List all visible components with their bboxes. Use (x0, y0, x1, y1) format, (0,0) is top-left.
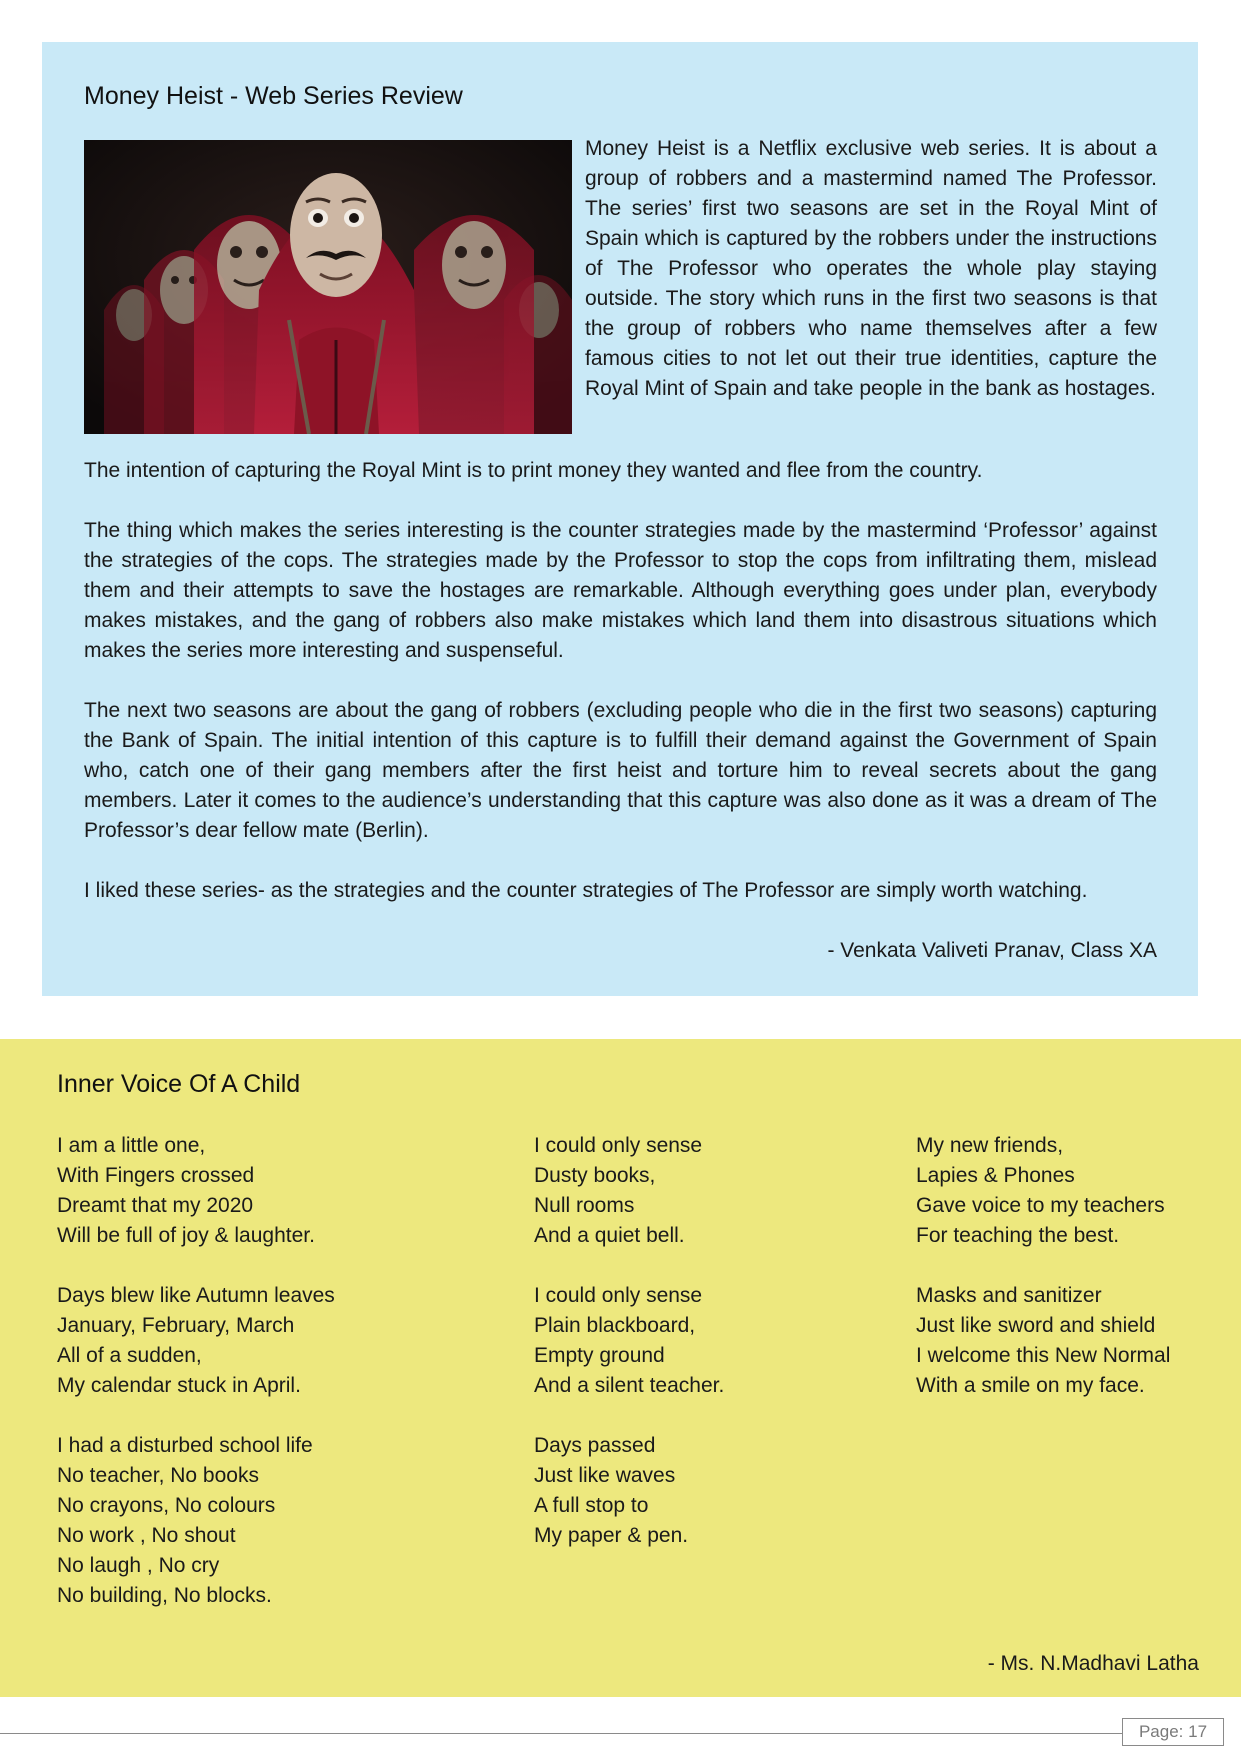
poem-line: Empty ground (534, 1344, 665, 1367)
poem-line: Plain blackboard, (534, 1314, 696, 1337)
poem-line: For teaching the best. (916, 1224, 1120, 1247)
poem-line: Will be full of joy & laughter. (57, 1224, 315, 1247)
poem-stanza (916, 1131, 1165, 1251)
poem-line: My paper & pen. (534, 1524, 689, 1547)
review-paragraph-3: The next two seasons are about the gang of robbers (excluding people who die in the first two seasons) capturing the Bank of Spain. The initial intention of this capture is to fulfill their demand against the Government of Spain who, catch one of their gang members after the first heist and torture him to reveal secrets about the gang members. Later it comes to the audience’s understanding that this capture was also done as it was a dream of The Professor’s dear fellow mate (Berlin). (84, 699, 1157, 842)
poem-line: No work , No shout (57, 1524, 236, 1547)
poem-line: I welcome this New Normal (916, 1344, 1171, 1367)
poem-stanza (57, 1281, 335, 1401)
poem-line: Dreamt that my 2020 (57, 1194, 254, 1217)
poem-title: Inner Voice Of A Child (57, 1070, 301, 1098)
poem-line: A full stop to (534, 1494, 649, 1517)
poem-stanza (534, 1281, 724, 1401)
poem-line: Just like sword and shield (916, 1314, 1156, 1337)
poem-line: All of a sudden, (57, 1344, 202, 1367)
poem-line: No laugh , No cry (57, 1554, 220, 1577)
poem-line: Lapies & Phones (916, 1164, 1075, 1187)
poem-stanza (57, 1131, 315, 1251)
poem-line: Days passed (534, 1434, 656, 1457)
poem-line: Dusty books, (534, 1164, 656, 1187)
poem-line: And a quiet bell. (534, 1224, 685, 1247)
poem-line: Null rooms (534, 1194, 635, 1217)
poem-author: - Ms. N.Madhavi Latha (987, 1652, 1199, 1675)
poem-line: And a silent teacher. (534, 1374, 725, 1397)
poem-stanza (57, 1431, 313, 1611)
poem-line: I had a disturbed school life (57, 1434, 313, 1457)
review-title: Money Heist - Web Series Review (84, 82, 463, 110)
review-paragraph-1: The intention of capturing the Royal Mint is to print money they wanted and flee from the country. (84, 459, 983, 482)
poem-line: I am a little one, (57, 1134, 206, 1157)
poem-line: No building, No blocks. (57, 1584, 272, 1607)
poem-line: With Fingers crossed (57, 1164, 255, 1187)
masked-figures-illustration (84, 140, 572, 434)
poem-line: I could only sense (534, 1284, 703, 1307)
page-number: Page: 17 (1122, 1718, 1224, 1746)
poem-line: My new friends, (916, 1134, 1064, 1157)
poem-line: January, February, March (57, 1314, 295, 1337)
poem-line: Days blew like Autumn leaves (57, 1284, 335, 1307)
footer-rule (0, 1733, 1122, 1734)
poem-line: With a smile on my face. (916, 1374, 1145, 1397)
poem-line: I could only sense (534, 1134, 703, 1157)
money-heist-photo (84, 140, 572, 434)
poem-line: Just like waves (534, 1464, 676, 1487)
review-paragraph-2: The thing which makes the series interesting is the counter strategies made by the mastermind ‘Professor’ against the strategies of the cops. The strategies made by the Professor to stop the cops from infiltrating them, mislead them and their attempts to save the hostages are remarkable. Although everything goes under plan, everybody makes mistakes, and the gang of robbers also make mistakes which land them into disastrous situations which makes the series more interesting and suspenseful. (84, 519, 1157, 662)
poem-stanza (534, 1131, 702, 1251)
review-author: - Venkata Valiveti Pranav, Class XA (827, 939, 1157, 962)
poem-stanza (916, 1281, 1170, 1401)
review-paragraph-4: I liked these series- as the strategies and the counter strategies of The Professor are simply worth watching. (84, 879, 1088, 902)
poem-stanza (534, 1431, 688, 1551)
poem-line: No teacher, No books (57, 1464, 259, 1487)
review-intro-paragraph: Money Heist is a Netflix exclusive web series. It is about a group of robbers and a mastermind named The Professor. The series’ first two seasons are set in the Royal Mint of Spain which is captured by the robbers under the instructions of The Professor who operates the whole play staying outside. The story which runs in the first two seasons is that the group of robbers who name themselves after a few famous cities to not let out their true identities, capture the Royal Mint of Spain and take people in the bank as hostages. (585, 137, 1157, 400)
poem-line: No crayons, No colours (57, 1494, 276, 1517)
review-section (42, 42, 1198, 996)
poem-line: Gave voice to my teachers (916, 1194, 1165, 1217)
poem-line: My calendar stuck in April. (57, 1374, 301, 1397)
poem-line: Masks and sanitizer (916, 1284, 1102, 1307)
poem-section (0, 1039, 1241, 1697)
